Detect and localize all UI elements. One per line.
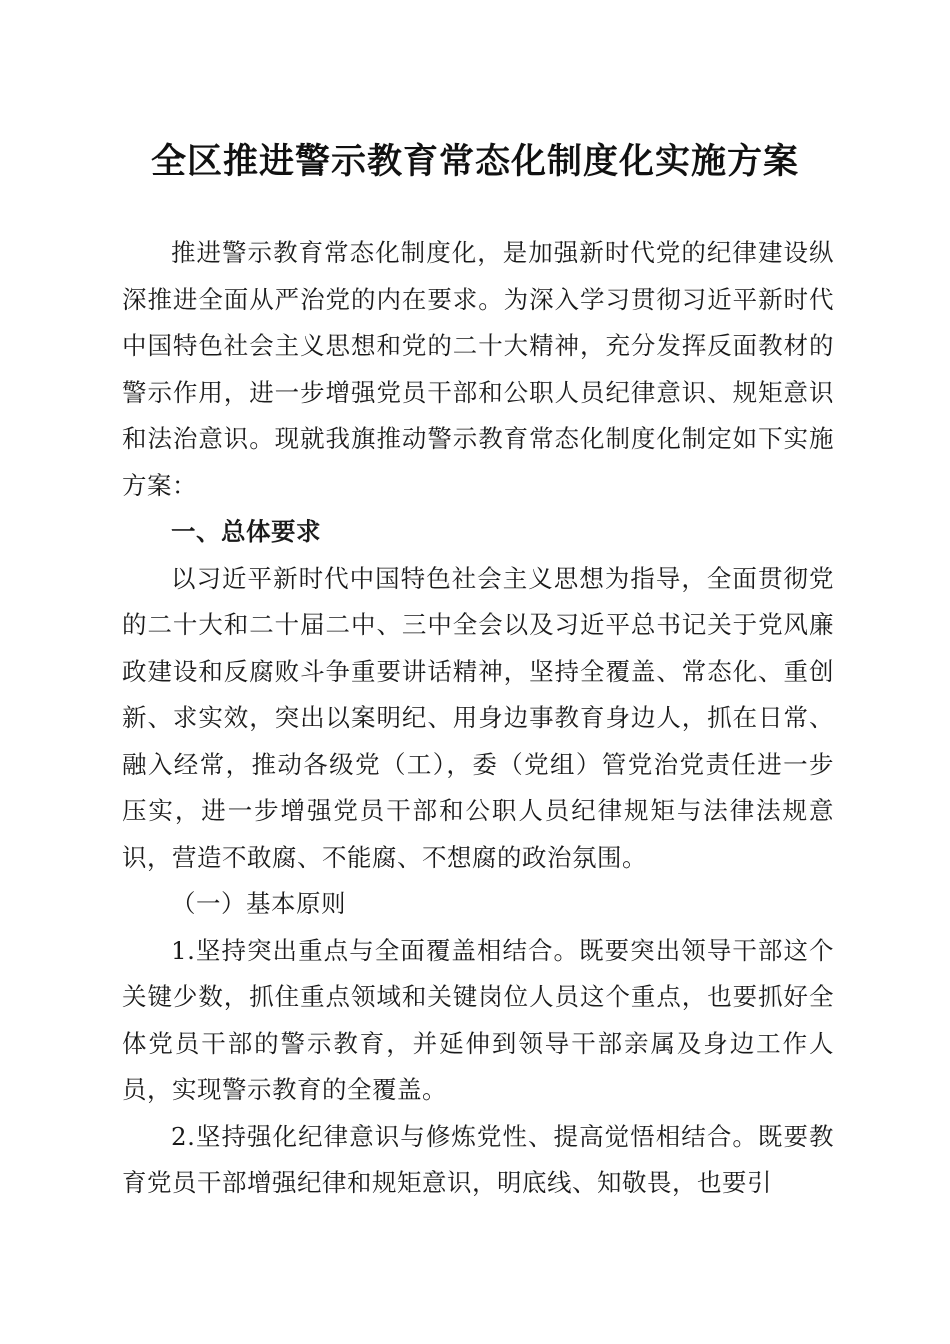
subsection-heading-basic-principles: （一）基本原则 — [171, 889, 346, 918]
principle-item-1: 1.坚持突出重点与全面覆盖相结合。既要突出领导干部这个关键少数，抓住重点领域和关键岗位人员这个重点，也要抓好全体党员干部的警示教育，并延伸到领导干部亲属及身边工作人员，实现警示教育的全覆盖。 — [122, 935, 834, 1104]
intro-paragraph: 推进警示教育常态化制度化，是加强新时代党的纪律建设纵深推进全面从严治党的内在要求。为深入学习贯彻习近平新时代中国特色社会主义思想和党的二十大精神，充分发挥反面教材的警示作用，进一步增强党员干部和公职人员纪律意识、规矩意识和法治意识。现就我旗推动警示教育常态化制度化制定如下实施方案： — [122, 238, 834, 500]
document-body — [122, 230, 834, 1207]
general-requirements-paragraph: 以习近平新时代中国特色社会主义思想为指导，全面贯彻党的二十大和二十届二中、三中全会以及习近平总书记关于党风廉政建设和反腐败斗争重要讲话精神，坚持全覆盖、常态化、重创新、求实效，突出以案明纪、用身边事教育身边人，抓在日常、融入经常，推动各级党（工），委（党组）管党治党责任进一步压实，进一步增强党员干部和公职人员纪律规矩与法律法规意识，营造不敢腐、不能腐、不想腐的政治氛围。 — [122, 563, 834, 872]
principle-item-2: 2.坚持强化纪律意识与修炼党性、提高觉悟相结合。既要教育党员干部增强纪律和规矩意识，明底线、知敬畏，也要引 — [122, 1121, 834, 1197]
document-title: 全区推进警示教育常态化制度化实施方案 — [150, 142, 799, 182]
section-heading-general-requirements: 一、总体要求 — [171, 517, 321, 546]
